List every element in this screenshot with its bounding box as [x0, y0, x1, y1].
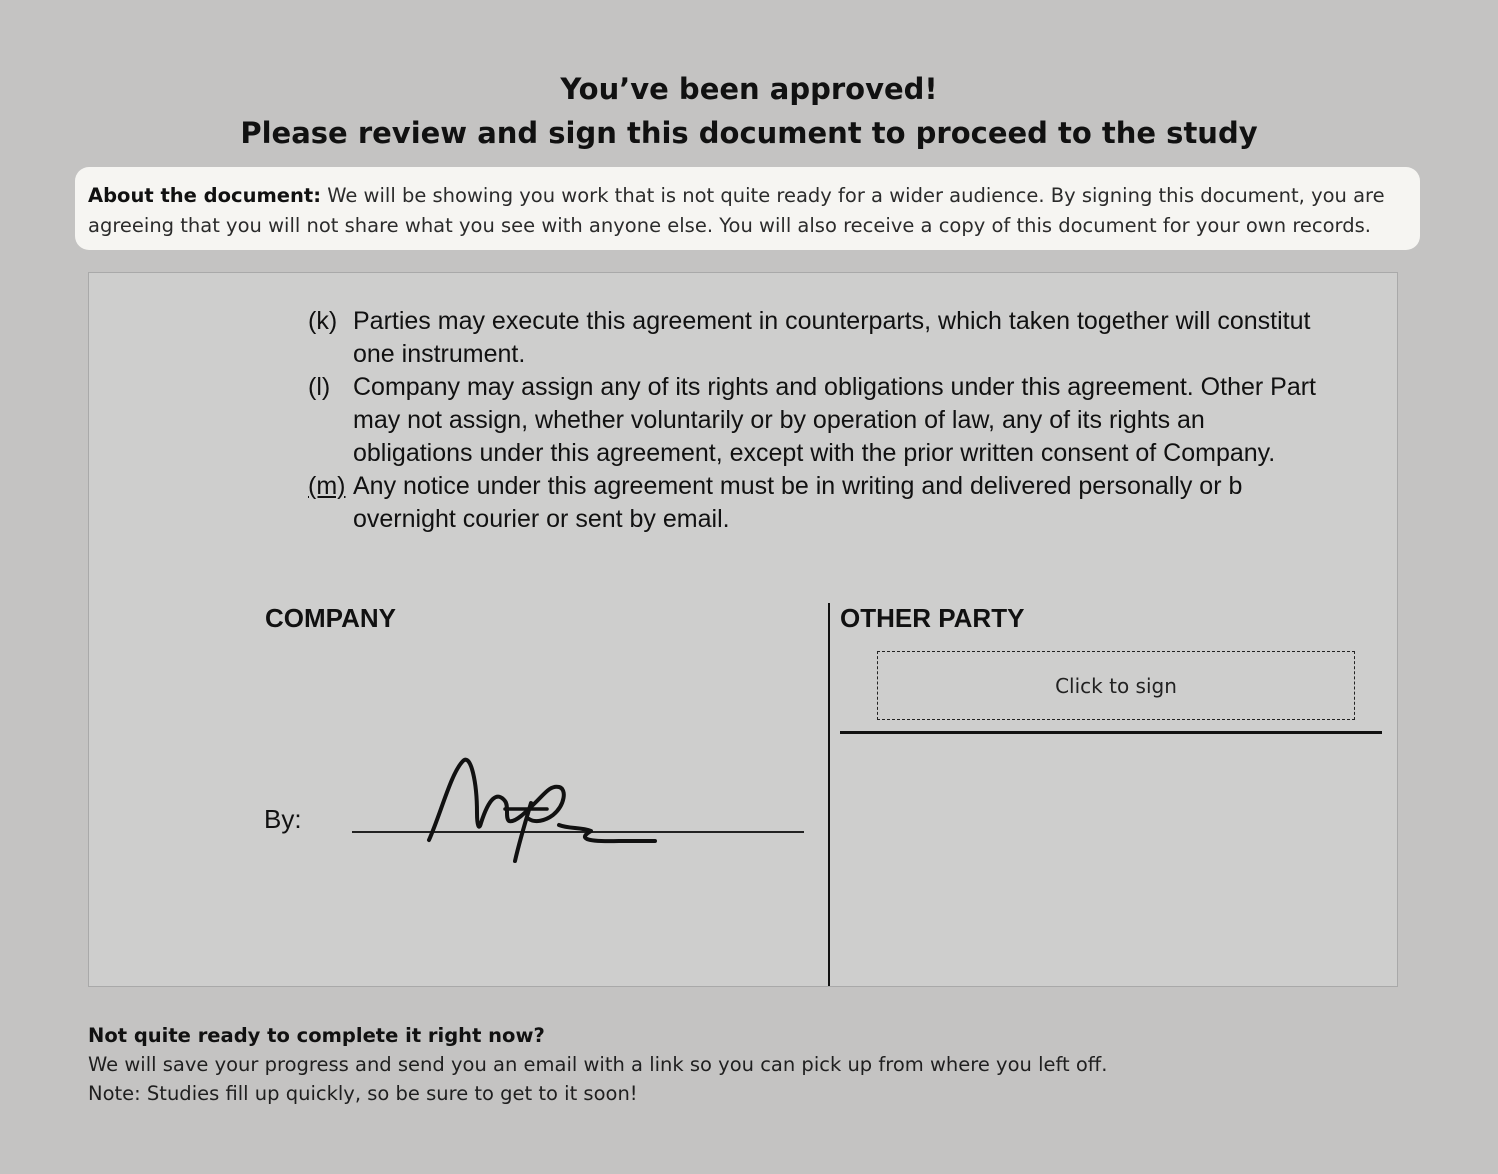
footer-line-1: We will save your progress and send you an email with a link so you can pick up from where you left off. [88, 1053, 1108, 1076]
clause-marker: (k) [308, 307, 338, 335]
clause-line: Any notice under this agreement must be in writing and delivered personally or b [353, 472, 1243, 500]
company-signature-image [419, 743, 669, 873]
company-label: COMPANY [265, 603, 396, 633]
clause-m [308, 470, 1398, 536]
signature-divider [828, 603, 830, 987]
by-label: By: [264, 804, 302, 834]
clause-marker: (l) [308, 373, 331, 401]
click-to-sign-button[interactable]: Click to sign [877, 651, 1355, 720]
about-label: About the document: [88, 184, 322, 207]
document-viewer[interactable] [88, 272, 1398, 987]
page-subtitle: Please review and sign this document to proceed to the study [240, 116, 1258, 150]
footer-title: Not quite ready to complete it right now? [88, 1024, 545, 1047]
clause-line: overnight courier or sent by email. [353, 505, 730, 533]
page-title: You’ve been approved! [560, 72, 938, 106]
other-party-label: OTHER PARTY [840, 603, 1025, 633]
clause-k [308, 305, 1398, 371]
footer-note [88, 1021, 1107, 1108]
other-party-signature-line [840, 731, 1382, 734]
clause-line: may not assign, whether voluntarily or by operation of law, any of its rights an [353, 406, 1205, 434]
about-text: We will be showing you work that is not quite ready for a wider audience. By signing this document, you are agreeing that you will not share what you see with anyone else. You will also receive a copy of this document for your own records. [88, 184, 1385, 237]
clause-line: one instrument. [353, 340, 526, 368]
about-document-notice [75, 167, 1420, 250]
clause-line: obligations under this agreement, except with the prior written consent of Company. [353, 439, 1276, 467]
clause-marker: (m) [308, 472, 346, 500]
clause-line: Parties may execute this agreement in counterparts, which taken together will constitut [353, 307, 1311, 335]
footer-line-2: Note: Studies fill up quickly, so be sure to get to it soon! [88, 1082, 638, 1105]
clause-line: Company may assign any of its rights and obligations under this agreement. Other Part [353, 373, 1317, 401]
clause-l [308, 371, 1398, 470]
